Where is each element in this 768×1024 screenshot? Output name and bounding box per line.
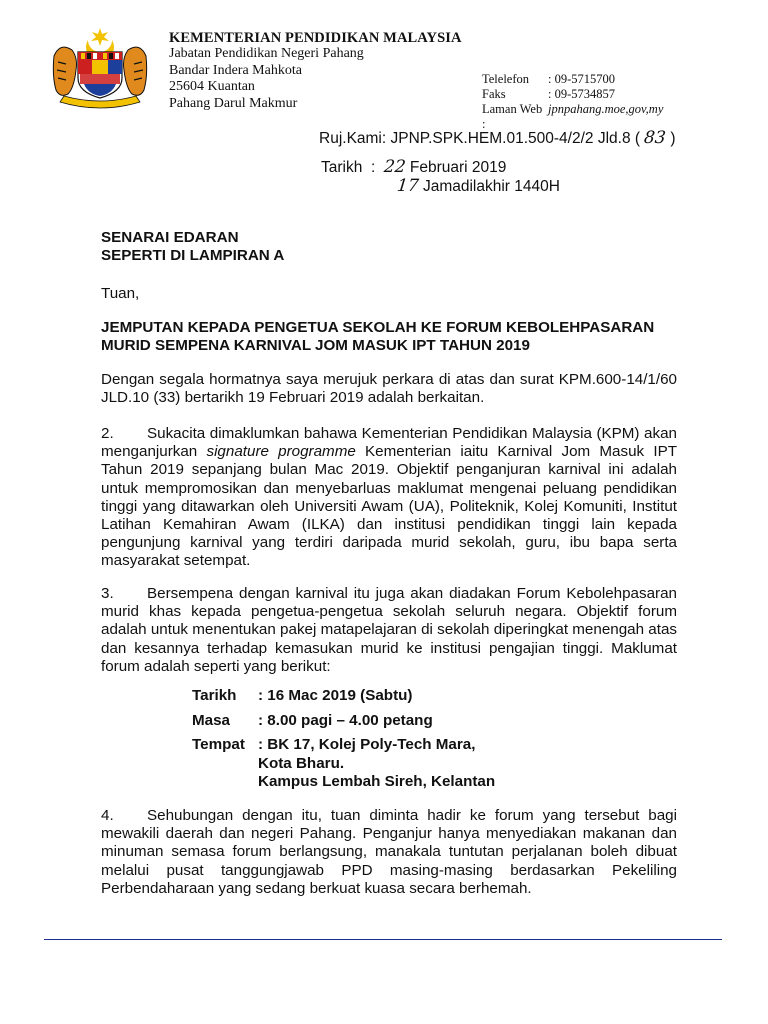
paragraph-2 [101,425,677,571]
contact-fax [482,87,663,102]
paragraph-number: 2. [101,425,114,442]
contact-value: jpnpahang.moe,gov,my [548,102,664,116]
contact-label: Faks [482,87,506,101]
contact-value: : 09-5715700 [548,72,616,86]
paragraph-text: Bersempena dengan karnival itu juga akan diadakan Forum Kebolehpasaran murid khas kepada pengetua-pengetua sekolah seluruh negara. Objektif forum adalah untuk menentukan pakej matapelajaran di sekolah diperingkat menengah atas dan kesannya terhadap kemasukan murid ke institusi pengajian tinggi. Maklumat forum adalah seperti yang berikut: [101,585,677,675]
contact-value: : 09-5734857 [548,87,616,101]
reference-suffix: ) [670,130,676,147]
ministry-name: KEMENTERIAN PENDIDIKAN MALAYSIA [169,30,462,46]
paragraph-text: Kementerian iaitu Karnival Jom Masuk IPT Tahun 2019 sepanjang bulan Mac 2019. Objektif penganjuran karnival ini adalah untuk mempromosikan dan menyebarluas maklumat mengenai peluang pendidikan tinggi yang ditawarkan oleh Universiti Awam (UA), Politeknik, Kolej Komuniti, Institut Latihan Kemahiran Awam (ILKA) dan institusi pendidikan tinggi lain kepada pengunjung karnival yang terdiri daripada murid sekolah, guru, ibu bapa serta masyarakat setempat. [101,443,677,570]
forum-detail-time [192,712,495,731]
paragraph-1: Dengan segala hormatnya saya merujuk perkara di atas dan surat KPM.600-14/1/60 JLD.10 (33) bertarikh 19 Februari 2019 adalah berkaitan. [101,371,677,407]
address-line: 25604 Kuantan [169,79,255,94]
date-month-year: Februari 2019 [409,159,507,176]
paragraph-text: Sukacita dimaklumkan bahawa Kementerian Pendidikan Malaysia (KPM) akan menganjurkan [101,425,677,461]
paragraph-4 [101,807,677,898]
forum-details [192,687,495,798]
address-line: Bandar Indera Mahkota [169,62,302,78]
contact-label: Telelefon [482,72,530,86]
date-separator: : [370,159,376,176]
letterhead-contact [482,72,663,132]
recipient-line: SENARAI EDARAN [101,229,239,246]
subject-line: MURID SEMPENA KARNIVAL JOM MASUK IPT TAHUN 2019 [101,337,530,355]
subject-line: JEMPUTAN KEPADA PENGETUA SEKOLAH KE FORUM KEBOLEHPASARAN [101,319,655,336]
handwritten-reference-number: 83 [643,128,668,148]
hijri-month-year: Jamadilakhir 1440H [422,178,560,195]
address-line: Jabatan Pendidikan Negeri Pahang [169,46,364,61]
handwritten-day: 17 [395,176,420,196]
letter-subject [101,319,677,355]
letterhead-address [169,30,462,112]
letter-date-gregorian [321,157,506,177]
forum-detail-venue [192,736,495,792]
detail-key: Tarikh [192,687,237,704]
letter-date-hijri [397,176,560,196]
recipient-block [101,229,677,265]
paragraph-italic-term: signature programme [206,443,356,461]
date-label: Tarikh [321,159,363,176]
paragraph-number: 4. [101,807,114,824]
contact-phone [482,72,663,87]
paragraph-text: Sehubungan dengan itu, tuan diminta hadir ke forum yang tersebut bagi mewakili daerah dan negeri Pahang. Penganjur hanya menyediakan makanan dan minuman semasa forum berlangsung, manakala tuntutan perjalanan boleh dibuat melalui pusat tanggungjawab PPD masing-masing berdasarkan Pekeliling Perbendaharaan yang sedang berkuat kuasa secara berhemah. [101,807,677,897]
address-line: Pahang Darul Makmur [169,95,298,111]
paragraph-3 [101,585,677,676]
salutation: Tuan, [101,285,140,302]
handwritten-day: 22 [382,157,407,177]
detail-value: : BK 17, Kolej Poly-Tech Mara, Kota Bharu. Kampus Lembah Sireh, Kelantan [258,736,496,790]
detail-value: : 8.00 pagi – 4.00 petang [258,711,433,729]
coat-of-arms-logo [44,26,156,110]
recipient-line: SEPERTI DI LAMPIRAN A [101,247,285,265]
footer-divider [44,939,722,940]
contact-label: Laman Web : [482,102,543,131]
detail-key: Tempat [192,736,245,753]
forum-detail-date [192,687,495,706]
detail-value: : 16 Mac 2019 (Sabtu) [258,687,413,704]
paragraph-number: 3. [101,585,114,602]
reference-prefix: Ruj.Kami: JPNP.SPK.HEM.01.500-4/2/2 Jld.8 ( [319,130,641,147]
reference-number [319,128,676,148]
detail-key: Masa [192,711,230,729]
